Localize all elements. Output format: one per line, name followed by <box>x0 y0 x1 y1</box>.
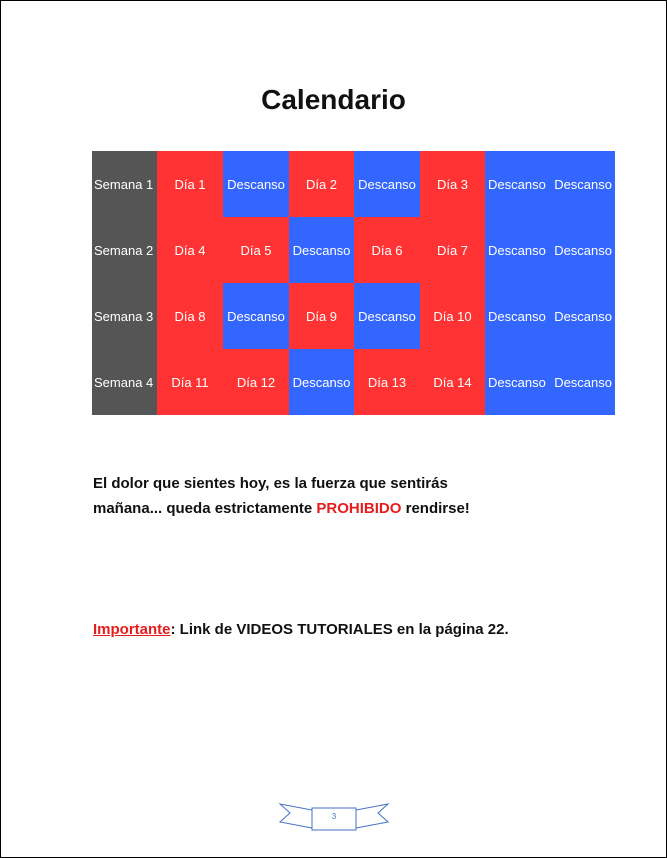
quote-line-2-end: rendirse! <box>401 500 470 517</box>
day-cell: Día 7 <box>420 217 485 283</box>
rest-cell: Descanso <box>223 151 289 217</box>
weekend-rest-sun: Descanso <box>554 242 612 258</box>
rest-cell: Descanso <box>354 151 420 217</box>
weekend-cell <box>485 217 615 283</box>
rest-cell: Descanso <box>354 283 420 349</box>
day-cell: Día 1 <box>157 151 223 217</box>
week-label: Semana 2 <box>92 217 157 283</box>
motivational-quote <box>93 471 593 521</box>
day-cell: Día 13 <box>354 349 420 415</box>
weekend-rest-sun: Descanso <box>554 374 612 390</box>
weekend-cell <box>485 283 615 349</box>
day-cell: Día 6 <box>354 217 420 283</box>
weekend-rest-sat: Descanso <box>488 374 546 390</box>
week-label: Semana 4 <box>92 349 157 415</box>
weekend-cell <box>485 349 615 415</box>
important-note <box>93 621 509 638</box>
weekend-rest-sun: Descanso <box>554 308 612 324</box>
rest-cell: Descanso <box>289 349 354 415</box>
day-cell: Día 12 <box>223 349 289 415</box>
quote-line-2-start: mañana... queda estrictamente <box>93 500 317 517</box>
day-cell: Día 5 <box>223 217 289 283</box>
day-cell: Día 3 <box>420 151 485 217</box>
day-cell: Día 2 <box>289 151 354 217</box>
day-cell: Día 10 <box>420 283 485 349</box>
page-title: Calendario <box>261 84 406 115</box>
rest-cell: Descanso <box>223 283 289 349</box>
quote-line-2 <box>93 496 593 521</box>
day-cell: Día 8 <box>157 283 223 349</box>
week-label: Semana 3 <box>92 283 157 349</box>
weekend-rest-sat: Descanso <box>488 308 546 324</box>
day-cell: Día 11 <box>157 349 223 415</box>
week-label: Semana 1 <box>92 151 157 217</box>
weekend-cell <box>485 151 615 217</box>
page-number-badge <box>278 798 390 834</box>
weekend-rest-sun: Descanso <box>554 176 612 192</box>
important-text: : Link de VIDEOS TUTORIALES en la página 22. <box>170 621 509 638</box>
important-label: Importante <box>93 621 171 638</box>
calendar-table <box>92 151 615 415</box>
day-cell: Día 4 <box>157 217 223 283</box>
quote-line-1: El dolor que sientes hoy, es la fuerza que sentirás <box>93 475 448 492</box>
prohibited-highlight: PROHIBIDO <box>316 500 402 517</box>
weekend-rest-sat: Descanso <box>488 242 546 258</box>
day-cell: Día 14 <box>420 349 485 415</box>
weekend-rest-sat: Descanso <box>488 176 546 192</box>
rest-cell: Descanso <box>289 217 354 283</box>
page-number: 3 <box>331 812 337 821</box>
day-cell: Día 9 <box>289 283 354 349</box>
